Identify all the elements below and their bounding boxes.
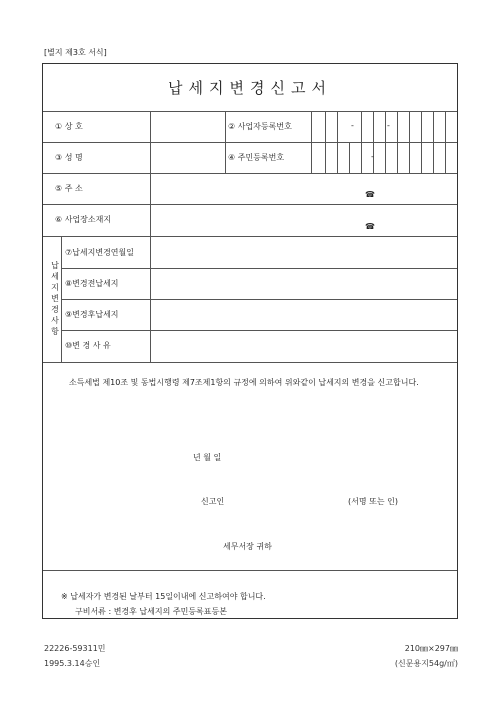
row-divider: [43, 236, 457, 237]
digit-box-divider: [445, 142, 446, 173]
row-divider: [43, 204, 457, 205]
digit-box-divider: [409, 142, 410, 173]
digit-box-divider: [337, 111, 338, 142]
note-required-documents: 구비서류 : 변경후 납세지의 주민등록표등본: [75, 607, 227, 616]
digit-box-divider: [337, 142, 338, 173]
vertical-char: 항: [51, 326, 59, 336]
digit-box-divider: [445, 111, 446, 142]
digit-box-divider: [349, 142, 350, 173]
vertical-char: 지: [51, 282, 59, 292]
resident-number-dash: -: [371, 152, 374, 161]
row-divider: [43, 173, 457, 174]
vertical-char: 변: [51, 293, 59, 303]
new-location-label: ⑨변경후납세지: [65, 310, 119, 319]
declaration-text: 소득세법 제10조 및 동법시행령 제7조제1항의 규정에 의하여 위와같이 납세지의 변경을 신고합니다.: [69, 378, 419, 387]
col-divider: [225, 111, 226, 173]
digit-box-divider: [385, 111, 386, 142]
col-divider: [311, 111, 312, 173]
address-label: ⑤ 주 소: [55, 184, 83, 193]
row-divider: [43, 111, 457, 112]
phone-icon: ☎: [365, 190, 375, 199]
form-number-label: [별지 제3호 서식]: [44, 48, 107, 57]
form-title: 납세지변경신고서: [168, 79, 332, 97]
change-reason-label: ⑩변 경 사 유: [65, 341, 111, 350]
change-date-label: ⑦납세지변경연월일: [65, 248, 134, 257]
resident-reg-number-label: ④ 주민등록번호: [228, 153, 285, 162]
digit-box-divider: [433, 111, 434, 142]
digit-box-divider: [409, 111, 410, 142]
biz-number-dash: -: [351, 121, 354, 130]
vertical-char: 세: [51, 271, 59, 281]
biz-number-dash: -: [387, 121, 390, 130]
business-reg-number-label: ② 사업자등록번호: [228, 122, 292, 131]
row-divider: [43, 362, 457, 363]
phone-icon: ☎: [365, 222, 375, 231]
row-divider: [43, 142, 457, 143]
digit-box-divider: [421, 142, 422, 173]
reporter-label: 신고인: [201, 497, 225, 506]
previous-location-label: ⑧변경전납세지: [65, 279, 119, 288]
digit-box-divider: [325, 142, 326, 173]
vertical-char: 납: [51, 260, 59, 270]
tax-location-change-form: [42, 63, 458, 619]
trade-name-label: ① 상 호: [55, 122, 83, 131]
digit-box-divider: [325, 111, 326, 142]
row-divider: [61, 330, 457, 331]
business-location-label: ⑥ 사업장소재지: [55, 215, 112, 224]
note-deadline: ※ 납세자가 변경된 날부터 15일이내에 신고하여야 합니다.: [61, 592, 266, 601]
paper-size: 210㎜×297㎜: [404, 644, 458, 653]
digit-box-divider: [433, 142, 434, 173]
digit-box-divider: [385, 142, 386, 173]
paper-type: (신문용지54g/㎡): [394, 659, 458, 668]
digit-box-divider: [361, 111, 362, 142]
digit-box-divider: [373, 111, 374, 142]
digit-box-divider: [361, 142, 362, 173]
digit-box-divider: [397, 142, 398, 173]
recipient-label: 세무서장 귀하: [223, 542, 272, 551]
change-section-vertical-label: [47, 235, 63, 361]
form-code: 22226-59311민: [44, 644, 106, 653]
approval-date: 1995.3.14승인: [44, 659, 101, 668]
signature-label: (서명 또는 인): [348, 497, 398, 506]
col-divider: [150, 111, 151, 362]
digit-box-divider: [397, 111, 398, 142]
date-line: 년 월 일: [193, 453, 222, 462]
row-divider: [43, 570, 457, 571]
name-label: ③ 성 명: [55, 153, 83, 162]
row-divider: [61, 299, 457, 300]
vertical-char: 경: [51, 304, 59, 314]
vertical-char: 사: [51, 315, 59, 325]
digit-box-divider: [421, 111, 422, 142]
row-divider: [61, 268, 457, 269]
